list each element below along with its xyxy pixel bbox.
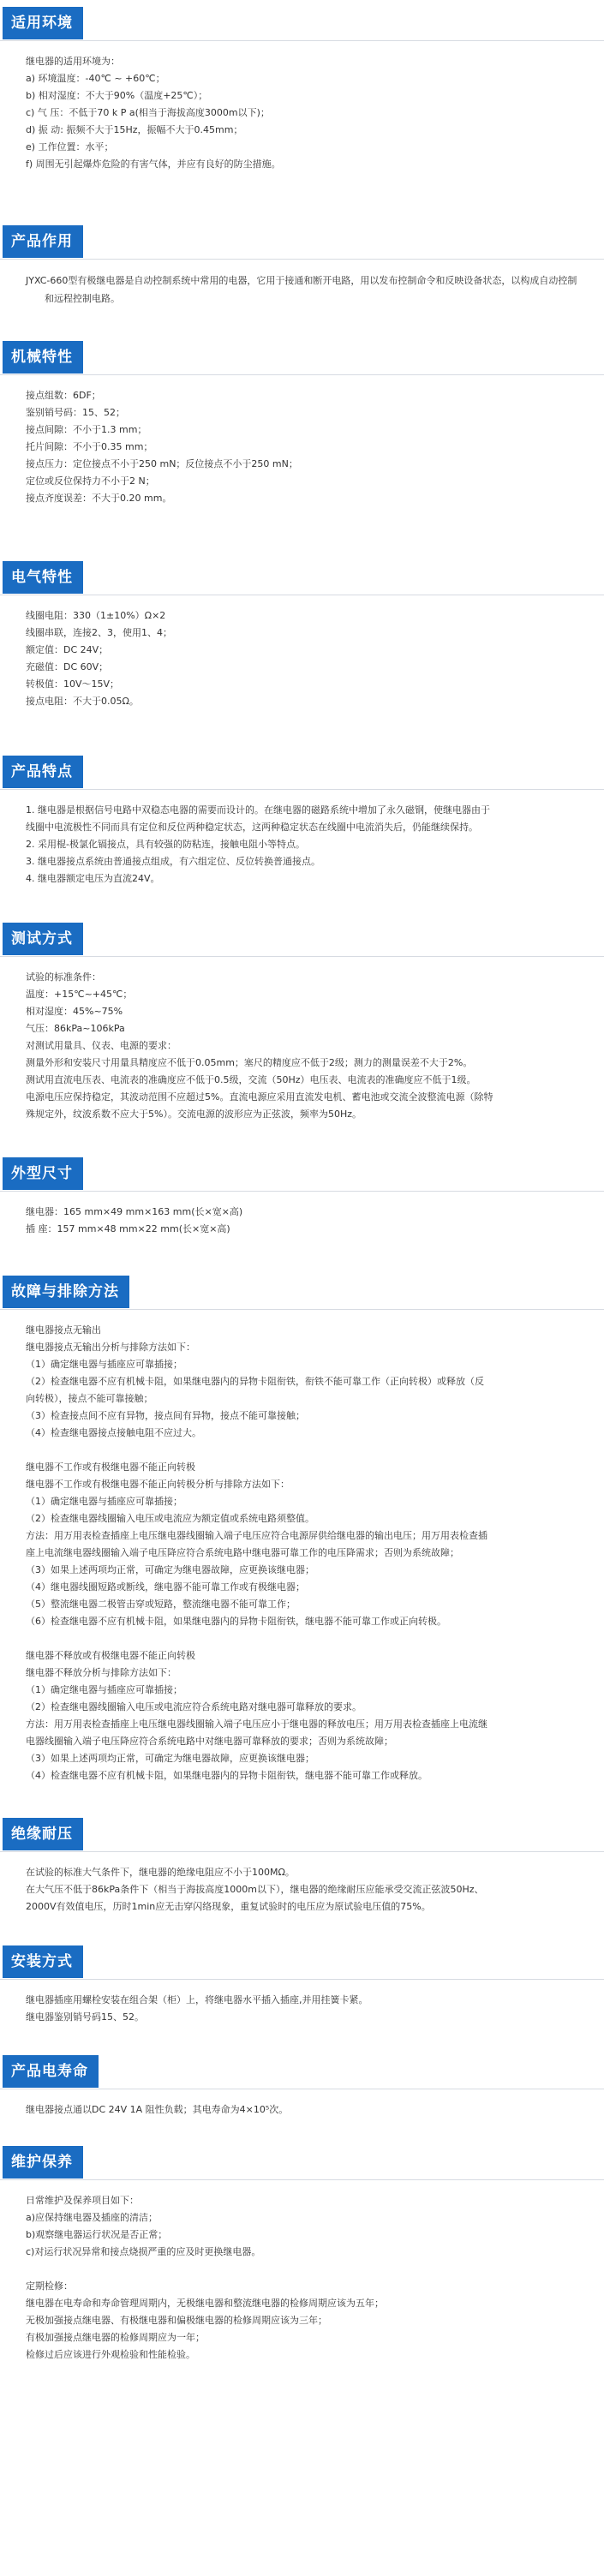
text-line: 3. 继电器接点系统由普通接点组成，有六组定位、反位转换普通接点。 (26, 856, 320, 867)
section-title: 产品作用 (3, 225, 83, 258)
section-header (0, 1151, 604, 1204)
text-line: 试验的标准条件： (26, 971, 101, 983)
text-line: 相对湿度：45%~75% (26, 1006, 123, 1017)
text-line: （2）检查继电器不应有机械卡阻，如果继电器内的异物卡阻衔铁，衔铁不能可靠工作（正向转极）或释放（反 (26, 1376, 484, 1387)
section-environment (0, 0, 604, 173)
section-title: 安装方式 (3, 1945, 83, 1978)
header-rule (0, 218, 604, 260)
text-line: 继电器不释放或有极继电器不能正向转极 (26, 1650, 195, 1661)
text-line: 接点压力：定位接点不小于250 mN；反位接点不小于250 mN； (26, 458, 298, 469)
section-header (0, 1939, 604, 1992)
section-title: 机械特性 (3, 341, 83, 374)
section-header (0, 1811, 604, 1864)
text-line: 接点组数：6DF； (26, 390, 101, 401)
section-testing (0, 916, 604, 1123)
spacer (26, 1442, 592, 1459)
text-line: 2. 采用棍-极氯化镉接点，具有较强的防粘连，接触电阻小等特点。 (26, 839, 305, 850)
text-line: 殊规定外，纹波系数不应大于5%）。交流电源的波形应为正弦波，频率为50Hz。 (26, 1109, 362, 1120)
section-dimensions (0, 1151, 604, 1238)
text-line: 定期检修： (26, 2280, 73, 2292)
section-title: 电气特性 (3, 561, 83, 594)
header-rule (0, 0, 604, 41)
section-troubleshooting (0, 1269, 604, 1784)
section-body (0, 1204, 604, 1238)
text-line: 日常维护及保养项目如下： (26, 2195, 139, 2206)
section-body (0, 1992, 604, 2026)
text-line: c)对运行状况异常和接点烧损严重的应及时更换继电器。 (26, 2246, 261, 2257)
text-line: b)观察继电器运行状况是否正常； (26, 2229, 168, 2240)
text-line: f) 周围无引起爆炸危险的有害气体，并应有良好的防尘措施。 (26, 158, 281, 170)
text-line: （3）如果上述两项均正常，可确定为继电器故障，应更换该继电器； (26, 1753, 314, 1764)
text-line: 接点间隙：不小于1.3 mm； (26, 424, 147, 435)
text-line: 电源电压应保持稳定，其波动范围不应超过5%。直流电源应采用直流发电机、蓄电池或交流全波整流电源（除特 (26, 1091, 493, 1103)
text-paragraph: JYXC-660型有极继电器是自动控制系统中常用的电器，它用于接通和断开电路，用以发布控制命令和反映设备状态，以构成自动控制和远程控制电路。 (26, 275, 577, 304)
text-line: 额定值：DC 24V； (26, 644, 109, 655)
header-rule (0, 1151, 604, 1192)
text-line: c) 气 压：不低于70 k P a(相当于海拔高度3000m以下)； (26, 107, 270, 118)
text-line: b) 相对湿度：不大于90%（温度+25℃）； (26, 90, 208, 101)
text-line: （4）继电器线圈短路或断线，继电器不能可靠工作或有极继电器； (26, 1581, 305, 1593)
text-line: 鉴别销号码：15、52； (26, 407, 125, 418)
section-product-function (0, 218, 604, 308)
section-electrical-life (0, 2048, 604, 2119)
section-body (0, 969, 604, 1123)
header-rule (0, 334, 604, 375)
text-line: 2000V有效值电压，历时1min应无击穿闪络现象，重复试验时的电压应为原试验电压值的75%。 (26, 1901, 431, 1912)
text-line: 无极加强接点继电器、有极继电器和偏极继电器的检修周期应该为三年； (26, 2315, 327, 2326)
text-line: 托片间隙：不小于0.35 mm； (26, 441, 153, 452)
section-body (0, 1864, 604, 1916)
text-line: 充磁值：DC 60V； (26, 661, 109, 672)
section-title: 适用环境 (3, 7, 83, 39)
text-line: 气压：86kPa~106kPa (26, 1023, 125, 1034)
section-title: 测试方式 (3, 923, 83, 955)
section-header (0, 554, 604, 607)
section-header (0, 1269, 604, 1322)
text-line: 线圈串联，连接2、3，使用1、4； (26, 627, 172, 638)
header-rule (0, 1811, 604, 1852)
text-line: 继电器不释放分析与排除方法如下： (26, 1667, 176, 1678)
text-line: 线圈中电流极性不同而具有定位和反位两种稳定状态，这两种稳定状态在线圈中电流消失后，仍能继续保持。 (26, 822, 478, 833)
section-header (0, 749, 604, 802)
text-line: 线圈电阻：330（1±10%）Ω×2 (26, 610, 166, 621)
section-header (0, 2139, 604, 2192)
text-line: 座上电流继电器线圈输入端子电压降应符合系统电路中继电器可靠工作的电压降需求；否则为系统故障； (26, 1547, 459, 1558)
section-title: 维护保养 (3, 2146, 83, 2179)
text-line: 向转极），接点不能可靠接触； (26, 1393, 153, 1404)
section-installation (0, 1939, 604, 2026)
section-body (0, 1322, 604, 1784)
spacer (26, 1630, 592, 1647)
text-line: 对测试用量具、仪表、电源的要求： (26, 1040, 176, 1051)
section-mechanical (0, 334, 604, 507)
text-line: （5）整流继电器二极管击穿或短路，整流继电器不能可靠工作； (26, 1599, 296, 1610)
text-line: （2）检查继电器线圈输入电压或电流应符合系统电路对继电器可靠释放的要求。 (26, 1701, 362, 1712)
text-line: 继电器的适用环境为： (26, 56, 120, 67)
text-line: 接点电阻：不大于0.05Ω。 (26, 696, 139, 707)
section-body (0, 53, 604, 173)
text-line: 有极加强接点继电器的检修周期应为一年； (26, 2332, 205, 2343)
text-line: 测量外形和安装尺寸用量具精度应不低于0.05mm；塞尺的精度应不低于2级；测力的测量误差不大于2%。 (26, 1057, 473, 1068)
text-line: 温度：+15℃~+45℃； (26, 989, 133, 1000)
section-maintenance (0, 2139, 604, 2364)
text-line: 继电器在电寿命和寿命管理周期内，无极继电器和整流继电器的检修周期应该为五年； (26, 2298, 384, 2309)
text-line: 继电器接点无输出 (26, 1324, 101, 1336)
header-rule (0, 554, 604, 595)
text-line: （1）确定继电器与插座应可靠插接； (26, 1684, 182, 1695)
section-electrical (0, 554, 604, 710)
text-line: 转极值：10V～15V； (26, 678, 120, 690)
text-line: 4. 继电器额定电压为直流24V。 (26, 873, 160, 884)
text-line: 1. 继电器是根据信号电路中双稳态电器的需要而设计的。在继电器的磁路系统中增加了永久磁钢，使继电器由于 (26, 804, 490, 816)
text-line: 在试验的标准大气条件下，继电器的绝缘电阻应不小于100MΩ。 (26, 1867, 295, 1878)
text-line: a)应保持继电器及插座的清洁； (26, 2212, 158, 2223)
section-features (0, 749, 604, 888)
text-line: 方法：用万用表检查插座上电压继电器线圈输入端子电压应符合电源屏供给继电器的输出电压；用万用表检查插 (26, 1530, 487, 1541)
text-line: 定位或反位保持力不小于2 N； (26, 475, 155, 487)
text-line: a) 环境温度：-40℃ ~ +60℃； (26, 73, 165, 84)
text-line: 方法：用万用表检查插座上电压继电器线圈输入端子电压应小于继电器的释放电压；用万用表检查插座上电流继 (26, 1718, 487, 1730)
section-header (0, 2048, 604, 2101)
text-line: （1）确定继电器与插座应可靠插接； (26, 1359, 182, 1370)
text-line: 继电器插座用螺栓安装在组合架（柜）上，将继电器水平插入插座,并用挂簧卡紧。 (26, 1994, 368, 2005)
section-body (0, 272, 604, 308)
section-insulation (0, 1811, 604, 1916)
section-header (0, 334, 604, 387)
text-line: （2）检查继电器线圈输入电压或电流应为额定值或系统电路须整值。 (26, 1513, 314, 1524)
section-title: 故障与排除方法 (3, 1276, 129, 1308)
section-header (0, 916, 604, 969)
text-line: （4）检查继电器接点接触电阻不应过大。 (26, 1427, 201, 1438)
section-body (0, 2101, 604, 2119)
section-title: 绝缘耐压 (3, 1818, 83, 1850)
section-body (0, 387, 604, 507)
section-header (0, 0, 604, 53)
text-line: （3）如果上述两项均正常，可确定为继电器故障，应更换该继电器； (26, 1564, 314, 1575)
header-rule (0, 1939, 604, 1980)
text-line: （4）检查继电器不应有机械卡阻，如果继电器内的异物卡阻衔铁，继电器不能可靠工作或释放。 (26, 1770, 428, 1781)
section-header (0, 218, 604, 272)
text-line: 继电器鉴别销号码15、52。 (26, 2011, 144, 2023)
text-line: （3）检查接点间不应有异物，接点间有异物，接点不能可靠接触； (26, 1410, 305, 1421)
text-line: 继电器接点通以DC 24V 1A 阻性负载；其电寿命为4×10⁵次。 (26, 2104, 289, 2115)
section-title: 产品特点 (3, 756, 83, 788)
text-line: e) 工作位置：水平； (26, 141, 114, 152)
text-line: 电器线圈输入端子电压降应符合系统电路中对继电器可靠释放的要求；否则为系统故障； (26, 1736, 393, 1747)
text-line: 检修过后应该进行外观检验和性能检验。 (26, 2349, 195, 2360)
text-line: 接点齐度误差：不大于0.20 mm。 (26, 493, 172, 504)
section-body (0, 802, 604, 888)
section-title: 外型尺寸 (3, 1157, 83, 1190)
section-body (0, 607, 604, 710)
spacer (26, 2261, 592, 2278)
header-rule (0, 2139, 604, 2180)
text-line: 插 座：157 mm×48 mm×22 mm(长×宽×高) (26, 1223, 230, 1234)
text-line: 继电器不工作或有极继电器不能正向转极分析与排除方法如下： (26, 1479, 290, 1490)
text-line: 继电器：165 mm×49 mm×163 mm(长×宽×高) (26, 1206, 243, 1217)
text-line: 在大气压不低于86kPa条件下（相当于海拔高度1000m以下），继电器的绝缘耐压应能承受交流正弦波50Hz、 (26, 1884, 484, 1895)
section-title: 产品电寿命 (3, 2055, 99, 2088)
section-body (0, 2192, 604, 2364)
text-line: 继电器不工作或有极继电器不能正向转极 (26, 1461, 195, 1473)
text-line: （6）检查继电器不应有机械卡阻，如果继电器内的异物卡阻衔铁，继电器不能可靠工作或正向转极。 (26, 1616, 446, 1627)
text-line: d) 振 动: 振频不大于15Hz，振幅不大于0.45mm； (26, 124, 243, 135)
header-rule (0, 916, 604, 957)
text-line: （1）确定继电器与插座应可靠插接； (26, 1496, 182, 1507)
text-line: 测试用直流电压表、电流表的准确度应不低于0.5级，交流（50Hz）电压表、电流表的准确度应不低于1级。 (26, 1074, 476, 1085)
text-line: 继电器接点无输出分析与排除方法如下： (26, 1342, 195, 1353)
header-rule (0, 749, 604, 790)
